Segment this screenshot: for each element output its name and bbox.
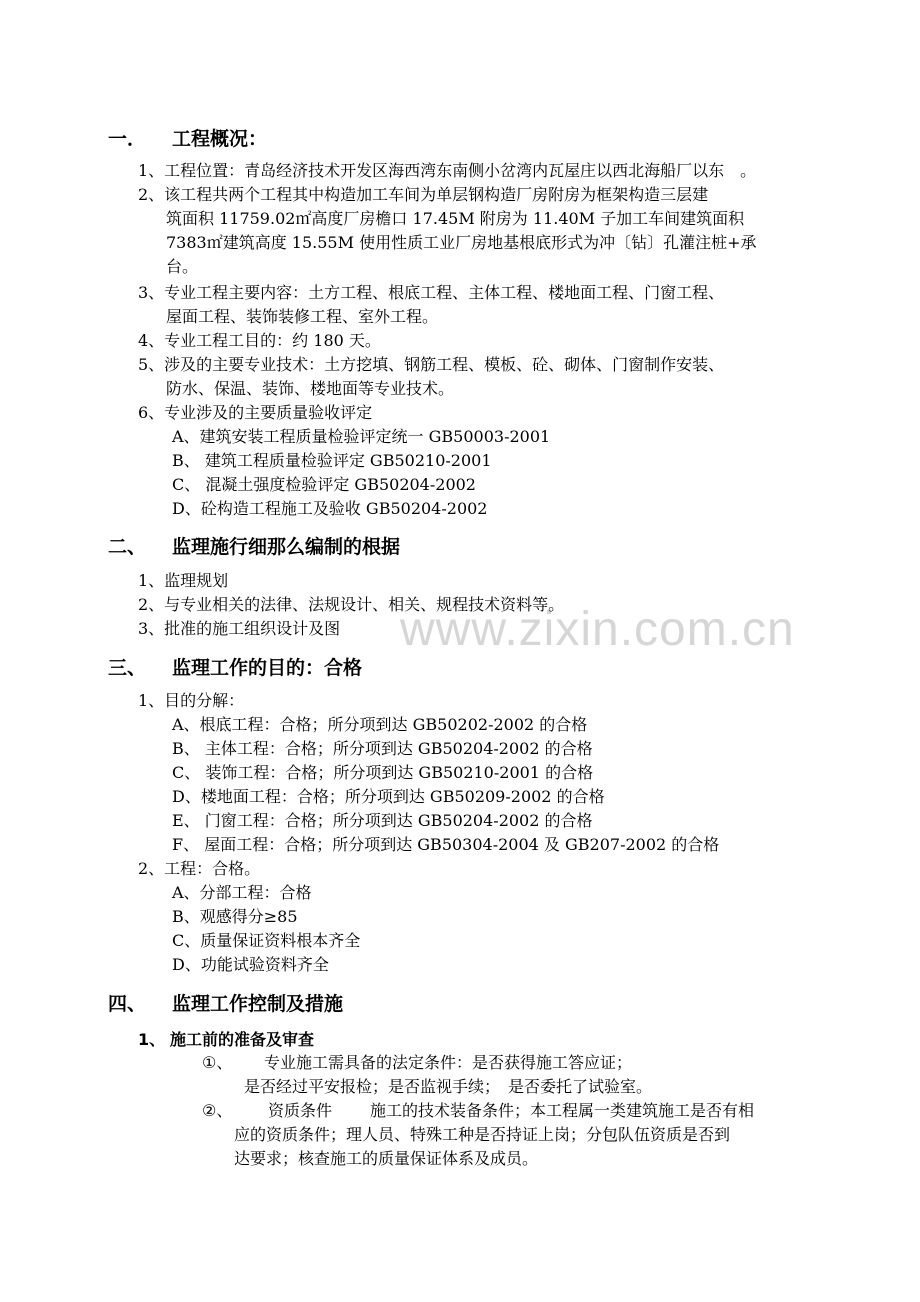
section-title: 监理施行细那么编制的根据: [172, 536, 401, 558]
item-label: 资质条件: [268, 1101, 333, 1120]
paragraph-line: 屋面工程、装饰装修工程、室外工程。: [166, 307, 439, 326]
paragraph-line: 施工的技术装备条件；本工程属一类建筑施工是否有相: [370, 1101, 755, 1120]
paragraph-line: 达要求；核查施工的质量保证体系及成员。: [234, 1149, 539, 1168]
paragraph-line: 7383㎡建筑高度 15.55M 使用性质工业厂房地基根底形式为冲〔钻〕孔灌注桩+承: [166, 233, 757, 252]
section-title: 工程概况：: [172, 128, 268, 150]
paragraph-line: 5、涉及的主要专业技术：土方挖填、钢筋工程、模板、砼、砌体、门窗制作安装、: [138, 355, 725, 374]
paragraph-line: 防水、保温、装饰、楼地面等专业技术。: [166, 379, 455, 398]
list-item: B、 建筑工程质量检验评定 GB50210-2001: [172, 451, 492, 470]
paragraph-line: 1、工程位置：青岛经济技术开发区海西湾东南侧小岔湾内瓦屋庄以西北海船厂以东 。: [138, 161, 757, 180]
section-heading-1: [108, 124, 267, 151]
paragraph-line: 筑面积 11759.02㎡高度厂房檐口 17.45M 附房为 11.40M 子加工车间建筑面积: [166, 209, 745, 228]
list-item: A、根底工程：合格；所分项到达 GB50202-2002 的合格: [172, 715, 588, 734]
paragraph-line: 专业施工需具备的法定条件：是否获得施工答应证；: [264, 1053, 633, 1072]
item-number: ①、: [202, 1053, 233, 1072]
paragraph-line: 6、专业涉及的主要质量验收评定: [138, 403, 373, 422]
list-item: F、 屋面工程：合格；所分项到达 GB50304-2004 及 GB207-2002 的合格: [172, 835, 720, 854]
section-title: 监理工作的目的：合格: [172, 657, 363, 679]
paragraph-line: 2、该工程共两个工程其中构造加工车间为单层钢构造厂房附房为框架构造三层建: [138, 185, 709, 204]
list-item: C、质量保证资料根本齐全: [172, 931, 361, 950]
paragraph-line: 3、专业工程主要内容：土方工程、根底工程、主体工程、楼地面工程、门窗工程、: [138, 283, 725, 302]
subsection-number: 1、: [138, 1030, 166, 1049]
section-heading-4: [108, 989, 343, 1016]
paragraph-line: 4、专业工程工目的：约 180 天。: [138, 331, 381, 350]
section-heading-3: [108, 653, 362, 680]
list-item: E、 门窗工程：合格；所分项到达 GB50204-2002 的合格: [172, 811, 593, 830]
paragraph-line: 2、与专业相关的法律、法规设计、相关、规程技术资料等。: [138, 595, 565, 614]
paragraph-line: 3、批准的施工组织设计及图: [138, 619, 341, 638]
list-item: D、砼构造工程施工及验收 GB50204-2002: [172, 499, 488, 518]
section-number: 三、: [108, 657, 147, 679]
section-heading-2: [108, 532, 400, 559]
subsection-heading: [138, 1027, 314, 1050]
section-title: 监理工作控制及措施: [172, 993, 344, 1015]
subsection-title: 施工前的准备及审查: [170, 1030, 315, 1049]
section-number: 四、: [108, 993, 147, 1015]
list-item: D、楼地面工程：合格；所分项到达 GB50209-2002 的合格: [172, 787, 605, 806]
list-item: B、观感得分≥85: [172, 907, 298, 926]
section-number: 一．: [108, 128, 147, 150]
paragraph-line: 1、目的分解：: [138, 691, 245, 710]
item-number: ②、: [202, 1101, 233, 1120]
paragraph-line: 应的资质条件；理人员、特殊工种是否持证上岗；分包队伍资质是否到: [234, 1125, 731, 1144]
list-item: A、建筑安装工程质量检验评定统一 GB50003-2001: [172, 427, 551, 446]
list-item: D、功能试验资料齐全: [172, 955, 329, 974]
paragraph-line: 台。: [166, 257, 199, 276]
watermark: www.zixin.com.cn: [400, 603, 795, 656]
paragraph-line: 2、工程：合格。: [138, 859, 261, 878]
paragraph-line: 是否经过平安报检；是否监视手续； 是否委托了试验室。: [244, 1077, 653, 1096]
list-item: C、 混凝土强度检验评定 GB50204-2002: [172, 475, 476, 494]
list-item: A、分部工程：合格: [172, 883, 312, 902]
list-item: C、 装饰工程：合格；所分项到达 GB50210-2001 的合格: [172, 763, 594, 782]
list-item: B、 主体工程：合格；所分项到达 GB50204-2002 的合格: [172, 739, 593, 758]
paragraph-line: 1、监理规划: [138, 571, 229, 590]
section-number: 二、: [108, 536, 147, 558]
